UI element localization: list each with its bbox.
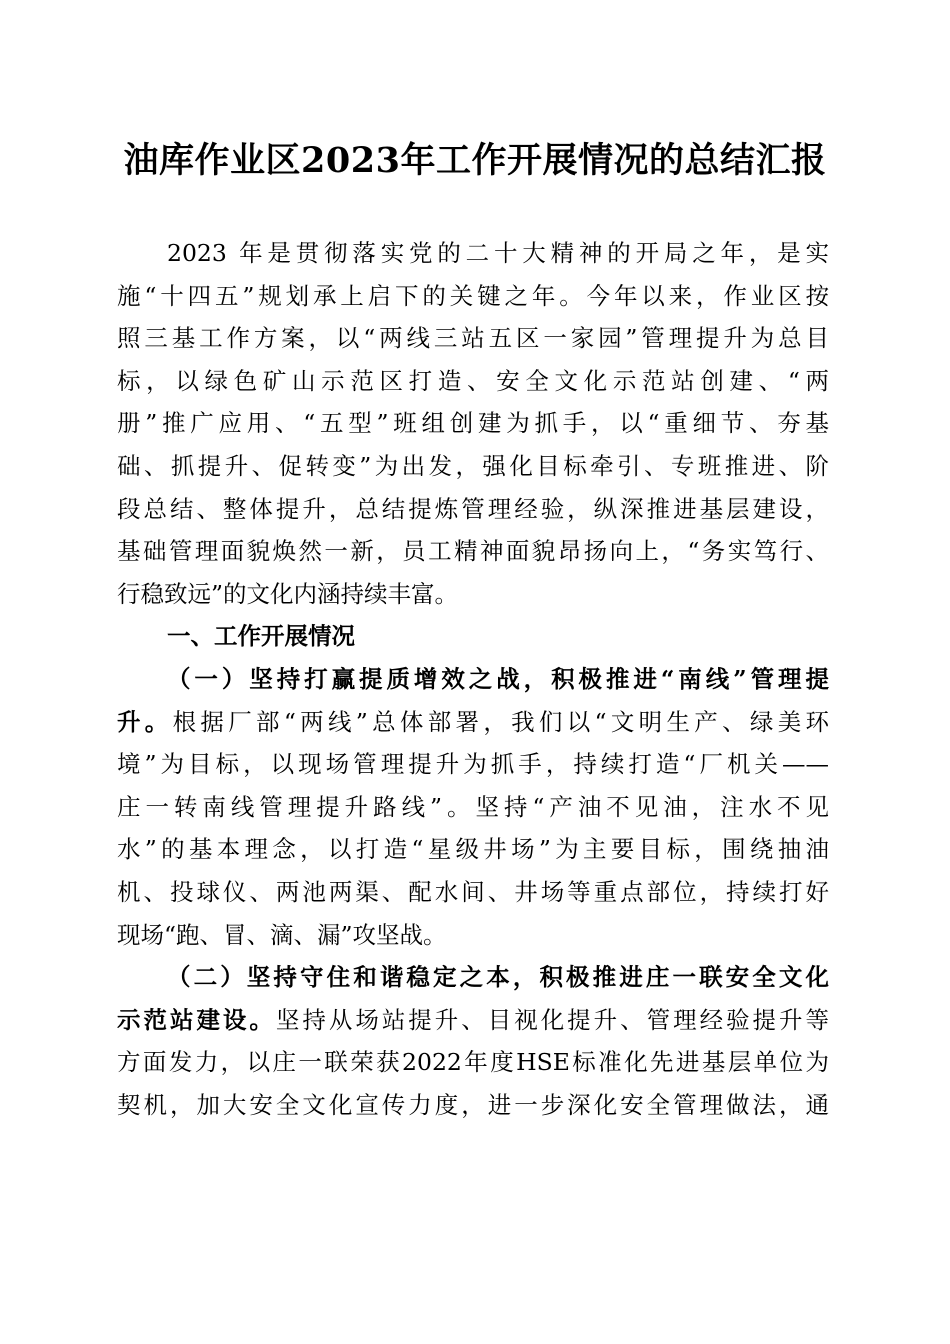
subsection-heading-end: 升。 — [117, 707, 173, 736]
paragraph-line: 庄一转南线管理提升路线”。坚持“产油不见油，注水不见 — [117, 792, 829, 821]
paragraph-text: 坚持从场站提升、目视化提升、管理经验提升等 — [275, 1005, 830, 1034]
paragraph-line: 照三基工作方案，以“两线三站五区一家园”管理提升为总目 — [117, 324, 829, 353]
paragraph-line: 水”的基本理念，以打造“星级井场”为主要目标，围绕抽油 — [117, 835, 829, 864]
paragraph-line: 基础管理面貌焕然一新，员工精神面貌昂扬向上，“务实笃行、 — [117, 537, 829, 566]
paragraph-line: 础、抓提升、促转变”为出发，强化目标牵引、专班推进、阶 — [117, 451, 829, 480]
subsection-heading: （二）坚持守住和谐稳定之本，积极推进庄一联安全文化 — [167, 963, 829, 992]
paragraph-line — [117, 701, 829, 744]
paragraph-line: 段总结、整体提升，总结提炼管理经验，纵深推进基层建设， — [117, 494, 829, 523]
document-body — [117, 232, 829, 1126]
subsection-heading: （一）坚持打赢提质增效之战，积极推进“南线”管理提 — [167, 664, 829, 693]
paragraph-line: 标，以绿色矿山示范区打造、安全文化示范站创建、“两 — [117, 366, 829, 395]
paragraph-line: 契机，加大安全文化宣传力度，进一步深化安全管理做法，通 — [117, 1090, 829, 1119]
paragraph-line: 机、投球仪、两池两渠、配水间、井场等重点部位，持续打好 — [117, 877, 829, 906]
paragraph-line — [117, 999, 829, 1042]
paragraph-line: 行稳致远”的文化内涵持续丰富。 — [117, 579, 459, 608]
paragraph-line: 境”为目标，以现场管理提升为抓手，持续打造“厂机关—— — [117, 750, 829, 779]
document-title: 油库作业区2023年工作开展情况的总结汇报 — [123, 140, 827, 181]
paragraph-line: 册”推广应用、“五型”班组创建为抓手，以“重细节、夯基 — [117, 409, 829, 438]
section-heading: 一、工作开展情况 — [167, 622, 355, 651]
paragraph-line: 现场“跑、冒、滴、漏”攻坚战。 — [117, 920, 447, 949]
subsection-heading-end: 示范站建设。 — [117, 1005, 276, 1034]
paragraph-line: 2023 年是贯彻落实党的二十大精神的开局之年，是实 — [167, 239, 829, 267]
paragraph-text: 根据厂部“两线”总体部署，我们以“文明生产、绿美环 — [172, 707, 830, 736]
paragraph-line: 施“十四五”规划承上启下的关键之年。今年以来，作业区按 — [117, 281, 829, 310]
paragraph-line: 方面发力，以庄一联荣获2022年度HSE标准化先进基层单位为 — [117, 1048, 829, 1077]
